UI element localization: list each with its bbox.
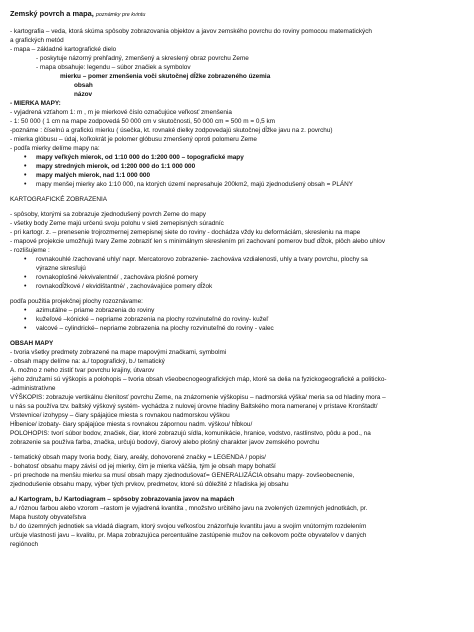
text-line: výrazne skresľujú <box>36 265 86 272</box>
bullet-item: • valcové – cylindrické– nepriame zobrazenia na plochy rozvinuteľné do roviny - valec <box>10 324 464 333</box>
text-line: zjednodušenie obsahu mapy, výber tých prvkov, predmetov, ktoré sú dôležité z hľadiska jej obsahu <box>10 481 289 488</box>
document-subtitle: poznámky pre kvintu <box>95 12 146 18</box>
text-line: POLOHOPIS: tvorí súbor bodov, značiek, čiar, ktoré zobrazujú sídla, komunikácie, hranice, vodstvo, rastlinstvo, pôdu a pod., na <box>10 430 371 437</box>
text-line: -administratívne <box>10 385 56 392</box>
text-line: názov <box>74 91 93 98</box>
text-line: - obsah mapy delíme na: a./ topografický, b./ tematický <box>10 358 165 365</box>
text-line: - mapa obsahuje: legendu – súbor značiek a symbolov <box>36 64 191 71</box>
text-line: - mapové projekcie umožňujú tvary Zeme zobraziť len s minimálnym skreslením pri zachovaní pomerov buď dĺžok, plôch alebo uhlov <box>10 238 386 245</box>
text-line: - mapa – základné kartografické dielo <box>10 46 117 53</box>
text-line: - poskytuje názorný prehľadný, zmenšený a skreslený obraz povrchu Zeme <box>36 55 249 62</box>
bullet-item: • azimutálne – priame zobrazenia do roviny <box>10 306 464 315</box>
text-line: - mierka glóbusu – údaj, koľkokrát je polomer glóbusu zmenšený oproti polomeru Zeme <box>10 136 257 143</box>
bullet-item: • rovnakoplošné /ekvivalentné/ , zachováva plošné pomery <box>10 273 464 282</box>
text-line: a grafických metód <box>10 37 64 44</box>
section-heading: OBSAH MAPY <box>10 340 54 347</box>
text-line: - pri kartogr. z. – prenesenie trojrozmernej zemepisnej siete do roviny - dochádza vždy ku deformáciám, skresleniu na mape <box>10 229 361 236</box>
text-line: regiónoch <box>10 541 39 548</box>
text-line: - kartografia – veda, ktorá skúma spôsoby zobrazovania objektov a javov zemského povrchu do roviny pomocou matematických <box>10 28 372 35</box>
text-line: Mapa hustoty obyvateľstva <box>10 514 87 521</box>
text-line: obsah <box>74 82 93 89</box>
text-line: -poznáme : číselnú a grafickú mierku ( úsečka, kt. rovnaké dielky zodpovedajú skutočnej dĺžke javu na z. povrchu) <box>10 127 333 134</box>
bullet-item: • mapy stredných mierok, od 1:200 000 do 1:1 000 000 <box>10 162 464 171</box>
text-line: Hĺbenice/ izobaty- čiary spájajúce miesta s rovnakou zápornou nadm. výškou/ hĺbkou/ <box>10 421 253 428</box>
bullet-item: • rovnakouhlé /zachované uhly/ napr. Mercatorovo zobrazenie- zachováva vzdialenosti, uhly a tvary povrchu, plochy sa <box>10 255 464 264</box>
section-heading: - MIERKA MAPY: <box>10 100 61 107</box>
section-heading: KARTOGRAFICKÉ ZOBRAZENIA <box>10 196 108 203</box>
text-line: zobrazenie sa používa farba, značka, určujú bodový, čiarový alebo plošný charakter javov zemského povrchu <box>10 439 320 446</box>
text-line: -jeho združami sú výškopis a polohopis – tvoria obsah všeobecnogeografických máp, ktoré sa delia na fyzickogeografické a politicko- <box>10 376 387 383</box>
text-line: - všetky body Zeme majú určenú svoju polohu v sieti zemepisných súradníc <box>10 220 224 227</box>
text-line: - spôsoby, ktorými sa zobrazuje zjednodušený povrch Zeme do mapy <box>10 211 206 218</box>
text-line: - vyjadrená vzťahom 1: m , m je mierkové číslo označujúce veľkosť zmenšenia <box>10 109 232 116</box>
text-line: b./ do územných jednotiek sa vkladá diagram, ktorý svojou veľkosťou znázorňuje kvantitu javu a svojím vnútorným rozdelením <box>10 523 367 530</box>
bullet-item: • mapy veľkých mierok, od 1:10 000 do 1:200 000 – topografické mapy <box>10 153 464 162</box>
text-line: - podľa mierky delíme mapy na: <box>10 145 100 152</box>
document-title: Zemský povrch a mapa, poznámky pre kvintu <box>10 9 146 18</box>
text-line: - bohatosť obsahu mapy závisí od jej mierky, čím je mierka väčšia, tým je obsah mapy bohatší <box>10 463 276 470</box>
bullet-item: • mapy menšej mierky ako 1:10 000, na ktorých území nepresahuje 200km2, majú zjednodušený obsah = PLÁNY <box>10 180 464 189</box>
section-heading: a./ Kartogram, b./ Kartodiagram – spôsoby zobrazovania javov na mapách <box>10 496 235 503</box>
text-line: podľa použitia projekčnej plochy rozoznávame: <box>10 298 143 305</box>
text-line: u nás sa používa tzv. baltský výškový systém- vychádza z nulovej úrovne hladiny Baltského mora nameranej v prístave Kronštadt/ <box>10 403 378 410</box>
text-line: - rozlišujeme : <box>10 247 50 254</box>
text-line: VÝŠKOPIS: zobrazuje vertikálnu členitosť povrchu Zeme, na znázornenie výškopisu – nadmorská výška/ meria sa od hladiny mora – <box>10 394 386 401</box>
bullet-item: • mapy malých mierok, nad 1:1 000 000 <box>10 171 464 180</box>
text-line: Vrstevnice/ izohypsy – čiary spájajúce miesta s rovnakou nadmorskou výškou <box>10 412 230 419</box>
bullet-item: • rovnakodĺžkové / ekvidištantné/ , zachovávajúce pomery dĺžok <box>10 282 464 291</box>
text-line: a./ rôznou farbou alebo vzorom –rastom je vyjadrená kvantita , množstvo určitého javu na zvolených územných jednotkách, pr. <box>10 505 368 512</box>
text-line: - tvoria všetky predmety zobrazené na mape mapovými značkami, symbolmi <box>10 349 227 356</box>
text-line: určuje vlastnosti javu – kvalitu, pr. Mapa zobrazujúca percentuálne zastúpenie mužov na celkovom počte obyvateľov v daných <box>10 532 367 539</box>
text-line: mierku – pomer zmenšenia voči skutočnej dĺžke zobrazeného územia <box>60 73 271 80</box>
bullet-item: • kužeľové –kónické – nepriame zobrazenia na plochy rozvinuteľné do roviny- kužeľ <box>10 315 464 324</box>
text-line: A. možno z neho zistiť tvar povrchu krajiny, útvarov <box>10 367 155 374</box>
text-line: - 1: 50 000 ( 1 cm na mape zodpovedá 50 000 cm v skutočnosti, 50 000 cm = 500 m = 0,5 km <box>10 118 276 125</box>
text-line: - pri prechode na menšiu mierku sa musí obsah mapy zjednodušovať= GENERALIZÁCIA obsahu mapy- zovšeobecnenie, <box>10 472 355 479</box>
text-line: - tematický obsah mapy tvoria body, čiary, areály, dohovorené značky = LEGENDA / popis/ <box>10 454 266 461</box>
